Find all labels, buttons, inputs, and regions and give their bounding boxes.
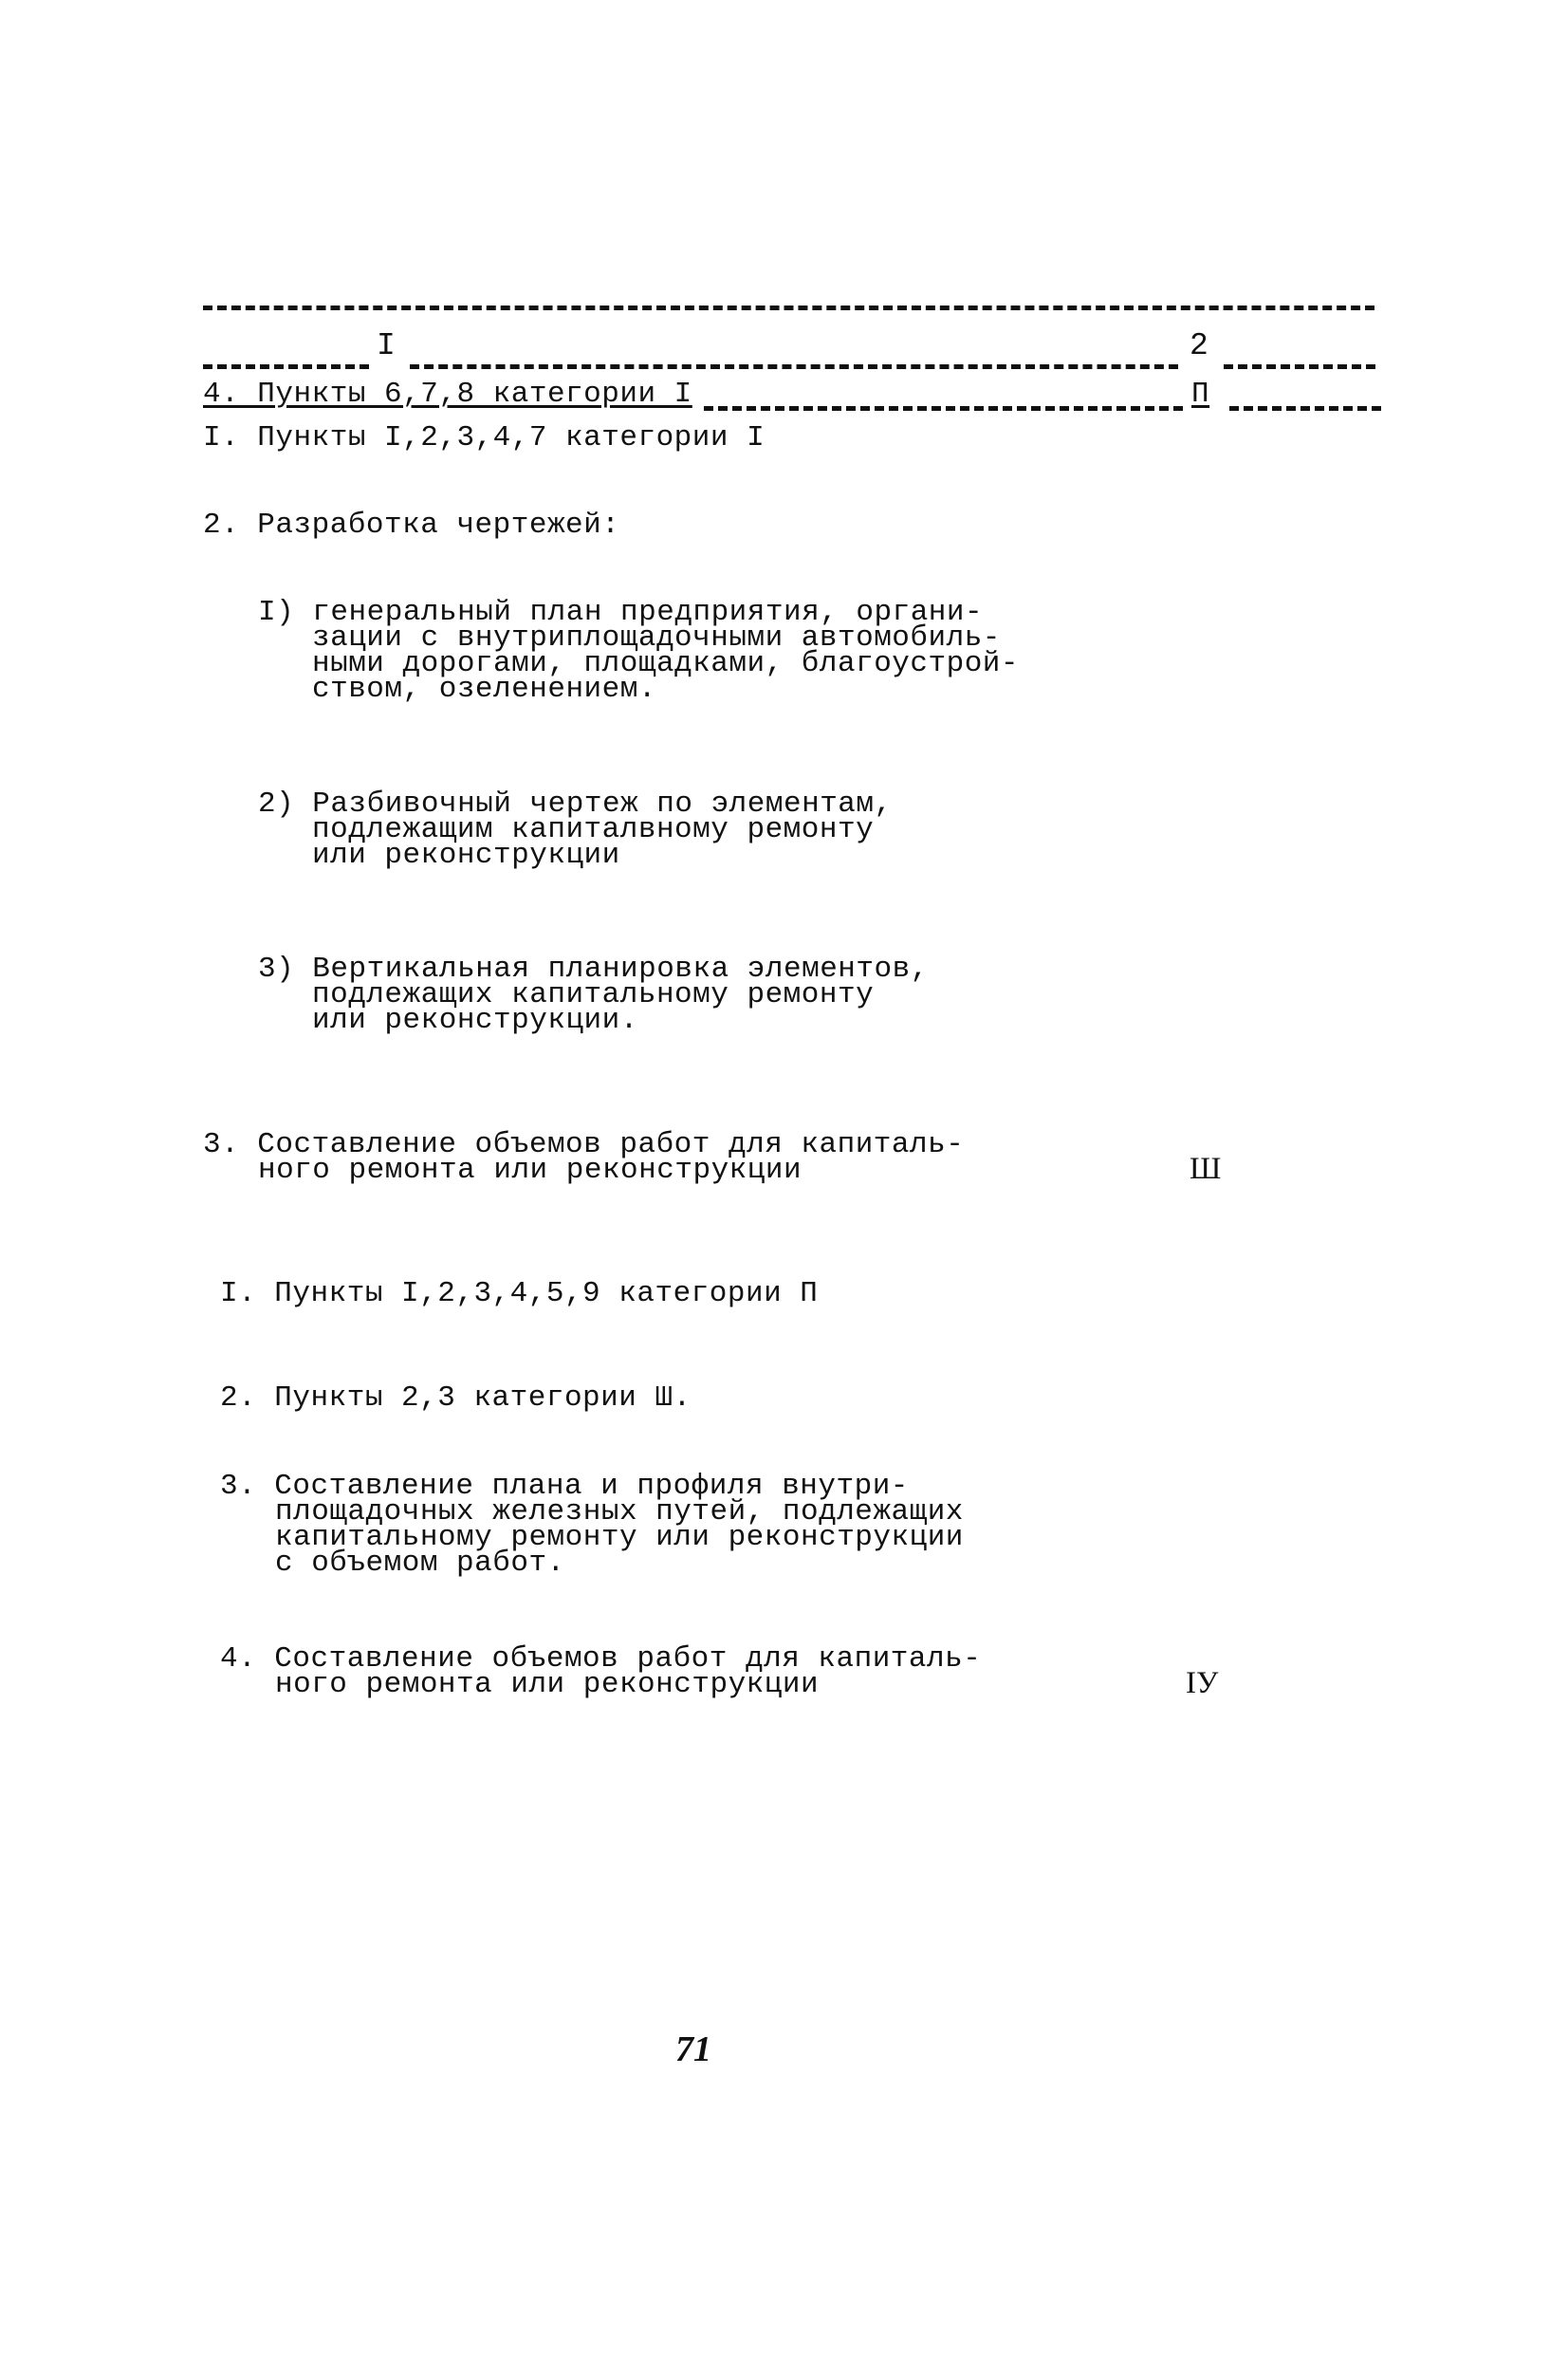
cat3-item-1: I. Пункты I,2,3,4,5,9 категории П xyxy=(220,1277,819,1310)
cat2-sub2-line2: подлежащим капиталвному ремонту xyxy=(312,813,875,846)
cat2-item-3-line2: ного ремонта или реконструкции xyxy=(258,1154,802,1187)
table-header-rule-right xyxy=(1224,364,1375,369)
cat2-item-3-line1: 3. Составление объемов работ для капиталь- xyxy=(203,1128,965,1161)
cat3-item-4-line2: ного ремонта или реконструкции xyxy=(275,1668,820,1701)
category-1-rule-mid xyxy=(704,406,1183,411)
table-top-rule xyxy=(203,306,1374,310)
cat2-sub1-line1: I) генеральный план предприятия, органи- xyxy=(258,596,984,629)
cat3-item-3-line4: с объемом работ. xyxy=(275,1547,565,1580)
cat3-item-3-line2: площадочных железных путей, подлежащих xyxy=(275,1495,964,1529)
column-2-number: 2 xyxy=(1190,328,1208,363)
cat2-sub3-line3: или реконструкции. xyxy=(312,1004,638,1037)
category-1-row-text: 4. Пункты 6,7,8 категории I xyxy=(203,378,692,411)
cat2-sub1-line4: ством, озеленением. xyxy=(312,673,656,706)
category-2-label: Ш xyxy=(1190,1152,1222,1186)
category-3-label: IУ xyxy=(1186,1666,1219,1700)
page-number: 71 xyxy=(675,2029,711,2069)
cat3-item-3-line3: капитальному ремонту или реконструкции xyxy=(275,1521,964,1554)
cat2-sub2-line1: 2) Разбивочный чертеж по элементам, xyxy=(258,787,893,821)
cat3-item-3-line1: 3. Составление плана и профиля внутри- xyxy=(220,1470,909,1503)
cat2-item-2: 2. Разработка чертежей: xyxy=(203,509,620,542)
cat2-item-1: I. Пункты I,2,3,4,7 категории I xyxy=(203,421,766,454)
cat3-item-4-line1: 4. Составление объемов работ для капиталь- xyxy=(220,1642,982,1676)
column-1-number: I xyxy=(377,328,396,363)
category-1-label: П xyxy=(1191,378,1210,411)
cat2-sub1-line3: ными дорогами, площадками, благоустрой- xyxy=(312,647,1020,680)
cat2-sub3-line1: 3) Вертикальная планировка элементов, xyxy=(258,953,929,986)
cat2-sub2-line3: или реконструкции xyxy=(312,839,620,872)
category-1-rule-right xyxy=(1229,406,1381,411)
table-header-rule-left xyxy=(203,364,369,369)
cat2-sub3-line2: подлежащих капитальному ремонту xyxy=(312,978,875,1011)
table-header-rule-mid xyxy=(410,364,1178,369)
cat3-item-2: 2. Пункты 2,3 категории Ш. xyxy=(220,1381,692,1415)
cat2-sub1-line2: зации с внутриплощадочными автомобиль- xyxy=(312,621,1001,655)
